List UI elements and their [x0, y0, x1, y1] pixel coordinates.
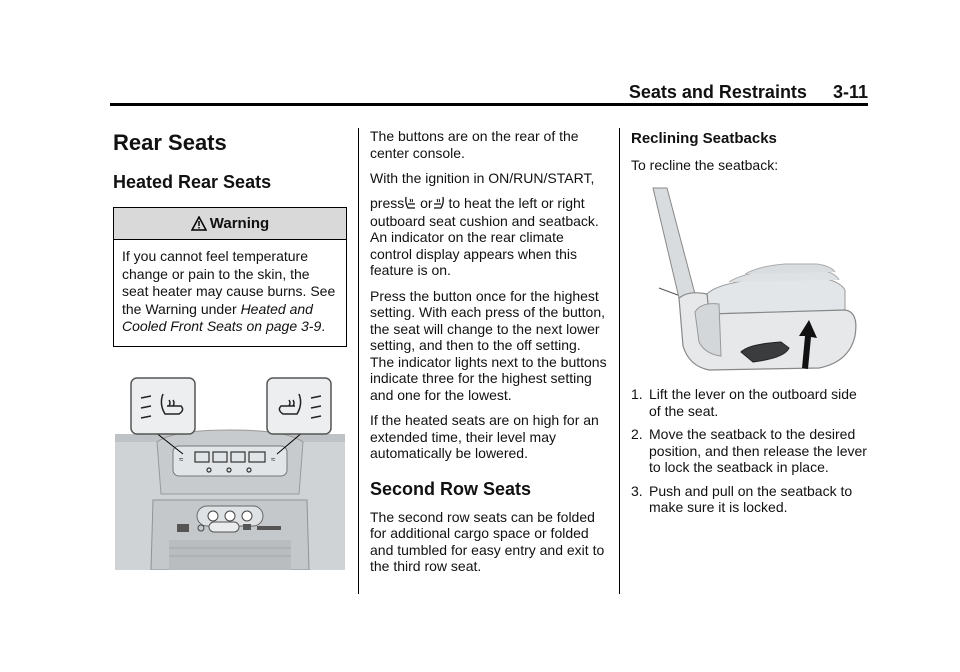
list-item: 2. Move the seatback to the desired position, and then release the lever to lock the seatback in place. — [631, 426, 867, 475]
subsection-heading: Heated Rear Seats — [113, 172, 272, 192]
paragraph: To recline the seatback: — [631, 157, 779, 173]
column-right — [631, 128, 869, 515]
paragraph: With the ignition in ON/RUN/START, — [370, 170, 595, 186]
paragraph: outboard seat cushion and seatback. An indicator on the rear climate control display appears when this feature is on. — [370, 212, 599, 278]
paragraph: The second row seats can be folded for additional cargo space or folded and tumbled for easy entry and exit to the third row seat. — [370, 508, 605, 574]
paragraph: If the heated seats are on high for an extended time, their level may automatically be lowered. — [370, 412, 599, 461]
section-title: Seats and Restraints — [628, 82, 807, 102]
seat-recline-illustration — [649, 186, 869, 376]
warning-label: Warning — [209, 215, 270, 232]
page-number: 3-11 — [832, 82, 868, 102]
paragraph: The buttons are on the rear of the center console. — [370, 128, 579, 161]
right-heated-seat-icon — [433, 196, 445, 210]
column-divider — [619, 128, 620, 594]
header-rule — [110, 103, 868, 106]
paragraph: press or to heat the left or right — [370, 194, 585, 211]
svg-text:≈: ≈ — [179, 455, 184, 464]
left-heated-seat-icon — [404, 196, 416, 210]
section-heading: Rear Seats — [113, 130, 227, 155]
list-item: 1. Lift the lever on the outboard side of the seat. — [631, 386, 857, 419]
recline-steps-list — [631, 386, 869, 523]
warning-link[interactable]: Heated and Cooled Front Seats on page 3-9 — [122, 300, 322, 334]
column-divider — [358, 128, 359, 594]
column-middle — [370, 128, 608, 575]
warning-box: Warning If you cannot feel temperature change or pain to the skin, the seat heater may cause burns. See the Warning under Heated and Cooled Front Seats on page 3-9. — [113, 207, 347, 347]
rear-console-illustration — [113, 374, 347, 570]
svg-text:≈: ≈ — [271, 455, 276, 464]
list-item: 3. Push and pull on the seatback to make sure it is locked. — [631, 482, 853, 515]
warning-icon — [191, 216, 207, 231]
paragraph: Press the button once for the highest setting. With each press of the button, the seat will change to the next lower setting, and then to the off setting. The indicator lights next to the buttons indicate three for the highest setting and one for the lowest. — [370, 287, 607, 403]
warning-text: If you cannot feel temperature change or pain to the skin, the seat heater may cause burns. See the Warning under — [122, 248, 336, 317]
column-left — [113, 128, 347, 464]
subsection-heading: Reclining Seatbacks — [631, 130, 777, 147]
subsection-heading: Second Row Seats — [370, 478, 532, 499]
